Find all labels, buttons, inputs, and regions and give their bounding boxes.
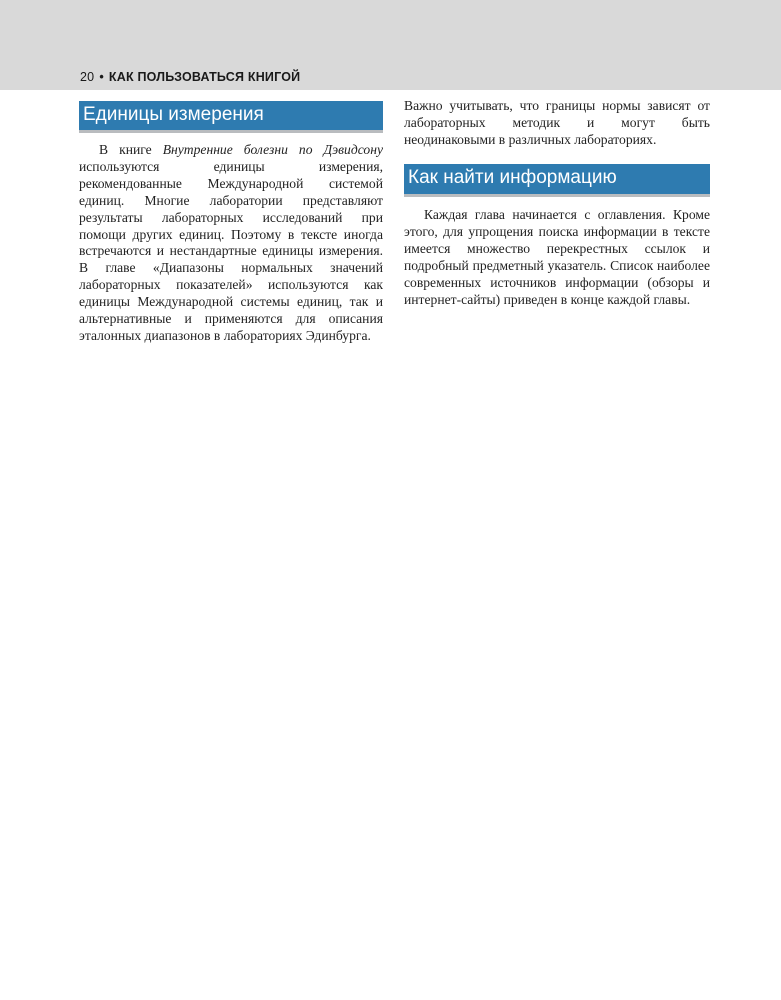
units-body: используются единицы измерения, рекомендованные Международной системой единиц. Многие лаборатории представляют результаты лабораторных исследований при помощи других единиц. Поэтому в тексте иногда встречаются и нестандартные единицы измерения. В главе «Диапазоны нормальных значений лабораторных показателей» используются как единицы Международной системы единиц, так и альтернативные и применяются для описания эталонных диапазонов в лабораториях Эдинбурга. xyxy=(79,158,383,343)
header-separator: • xyxy=(99,70,104,84)
units-continuation-block xyxy=(404,98,710,149)
section-heading-find-info: Как найти информацию xyxy=(404,164,710,197)
book-title: Внутренние болезни по Дэвидсону xyxy=(162,142,384,157)
find-info-paragraph: Каждая глава начинается с оглавления. Кроме этого, для упрощения поиска информации в тексте имеется множество перекрестных ссылок и подробный предметный указатель. Список наиболее современных источников информации (обзоры и интернет-сайты) приведен в конце каждой главы. xyxy=(404,207,710,307)
find-info-paragraph-block xyxy=(404,207,710,308)
units-paragraph xyxy=(79,142,383,345)
section-heading-units: Единицы измерения xyxy=(79,101,383,133)
page-number: 20 xyxy=(80,70,95,84)
units-intro: В книге xyxy=(99,142,163,157)
units-paragraph-block xyxy=(79,142,383,345)
running-head xyxy=(80,70,300,84)
units-continuation: Важно учитывать, что границы нормы зависят от лабораторных методик и могут быть неодинаковыми в различных лабораториях. xyxy=(404,98,710,147)
running-title: КАК ПОЛЬЗОВАТЬСЯ КНИГОЙ xyxy=(108,70,301,84)
